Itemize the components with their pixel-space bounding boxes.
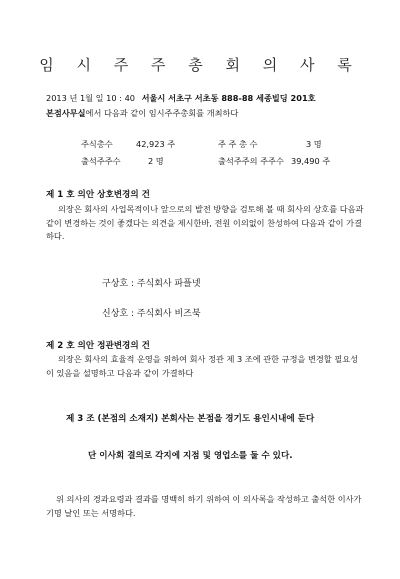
article-3-proviso: 단 이사회 결의로 각지에 지점 및 영업소를 둘 수 있다. xyxy=(88,451,293,461)
present-shares-value: 39,490 주 xyxy=(291,156,331,166)
meeting-address: 서울시 서초구 서초동 888-88 세종빌딩 201호 xyxy=(141,93,316,103)
article-3-text: 제 3 조 (본점의 소재지) 본회사는 본점을 경기도 용인시내에 둔다 xyxy=(66,414,315,424)
document-title: 임 시 주 주 총 회 의 사 록 xyxy=(39,56,361,74)
agenda2-heading: 제 2 호 의안 정관변경의 건 xyxy=(46,341,150,351)
present-shareholders-label: 출석주주수 xyxy=(81,156,121,166)
present-shareholders-value: 2 명 xyxy=(148,156,164,166)
meeting-place-line xyxy=(46,108,238,119)
old-company-name: 구상호 : 주식회사 파플넷 xyxy=(102,279,201,289)
total-shareholders-label: 주 주 총 수 xyxy=(218,139,258,149)
new-company-name: 신상호 : 주식회사 비즈북 xyxy=(102,309,201,319)
agenda1-heading: 제 1 호 의안 상호변경의 건 xyxy=(46,190,150,200)
agenda2-paragraph: 의장은 회사의 효율적 운영을 위하여 회사 정관 제 3 조에 관한 규정을 변경할 필요성이 있음을 설명하고 다음과 같이 가결하다 xyxy=(46,354,359,378)
total-shares-label: 주식총수 xyxy=(81,139,113,149)
closing-paragraph: 위 의사의 경과요령과 결과를 명백히 하기 위하여 이 의사록을 작성하고 출석한 이사가 기명 날인 또는 서명하다. xyxy=(46,494,362,518)
agenda1-paragraph: 의장은 회사의 사업목적이나 앞으로의 발전 방향을 검토해 볼 때 회사의 상호를 다음과 같이 변경하는 것이 좋겠다는 의견을 제시한바, 전원 이의없이 찬성하여 다음과 같이 가결하다. xyxy=(46,204,364,242)
total-shares-value: 42,923 주 xyxy=(136,139,176,149)
meeting-datetime: 2013 년 1월 일 10 : 40 xyxy=(46,93,135,103)
present-shares-label: 출석주주의 주주수 xyxy=(218,156,284,166)
meeting-datetime-line xyxy=(46,93,316,104)
meeting-place-rest: 에서 다음과 같이 임시주주총회를 개최하다 xyxy=(85,108,239,118)
total-shareholders-value: 3 명 xyxy=(306,139,322,149)
meeting-place: 본점사무실 xyxy=(46,108,86,118)
